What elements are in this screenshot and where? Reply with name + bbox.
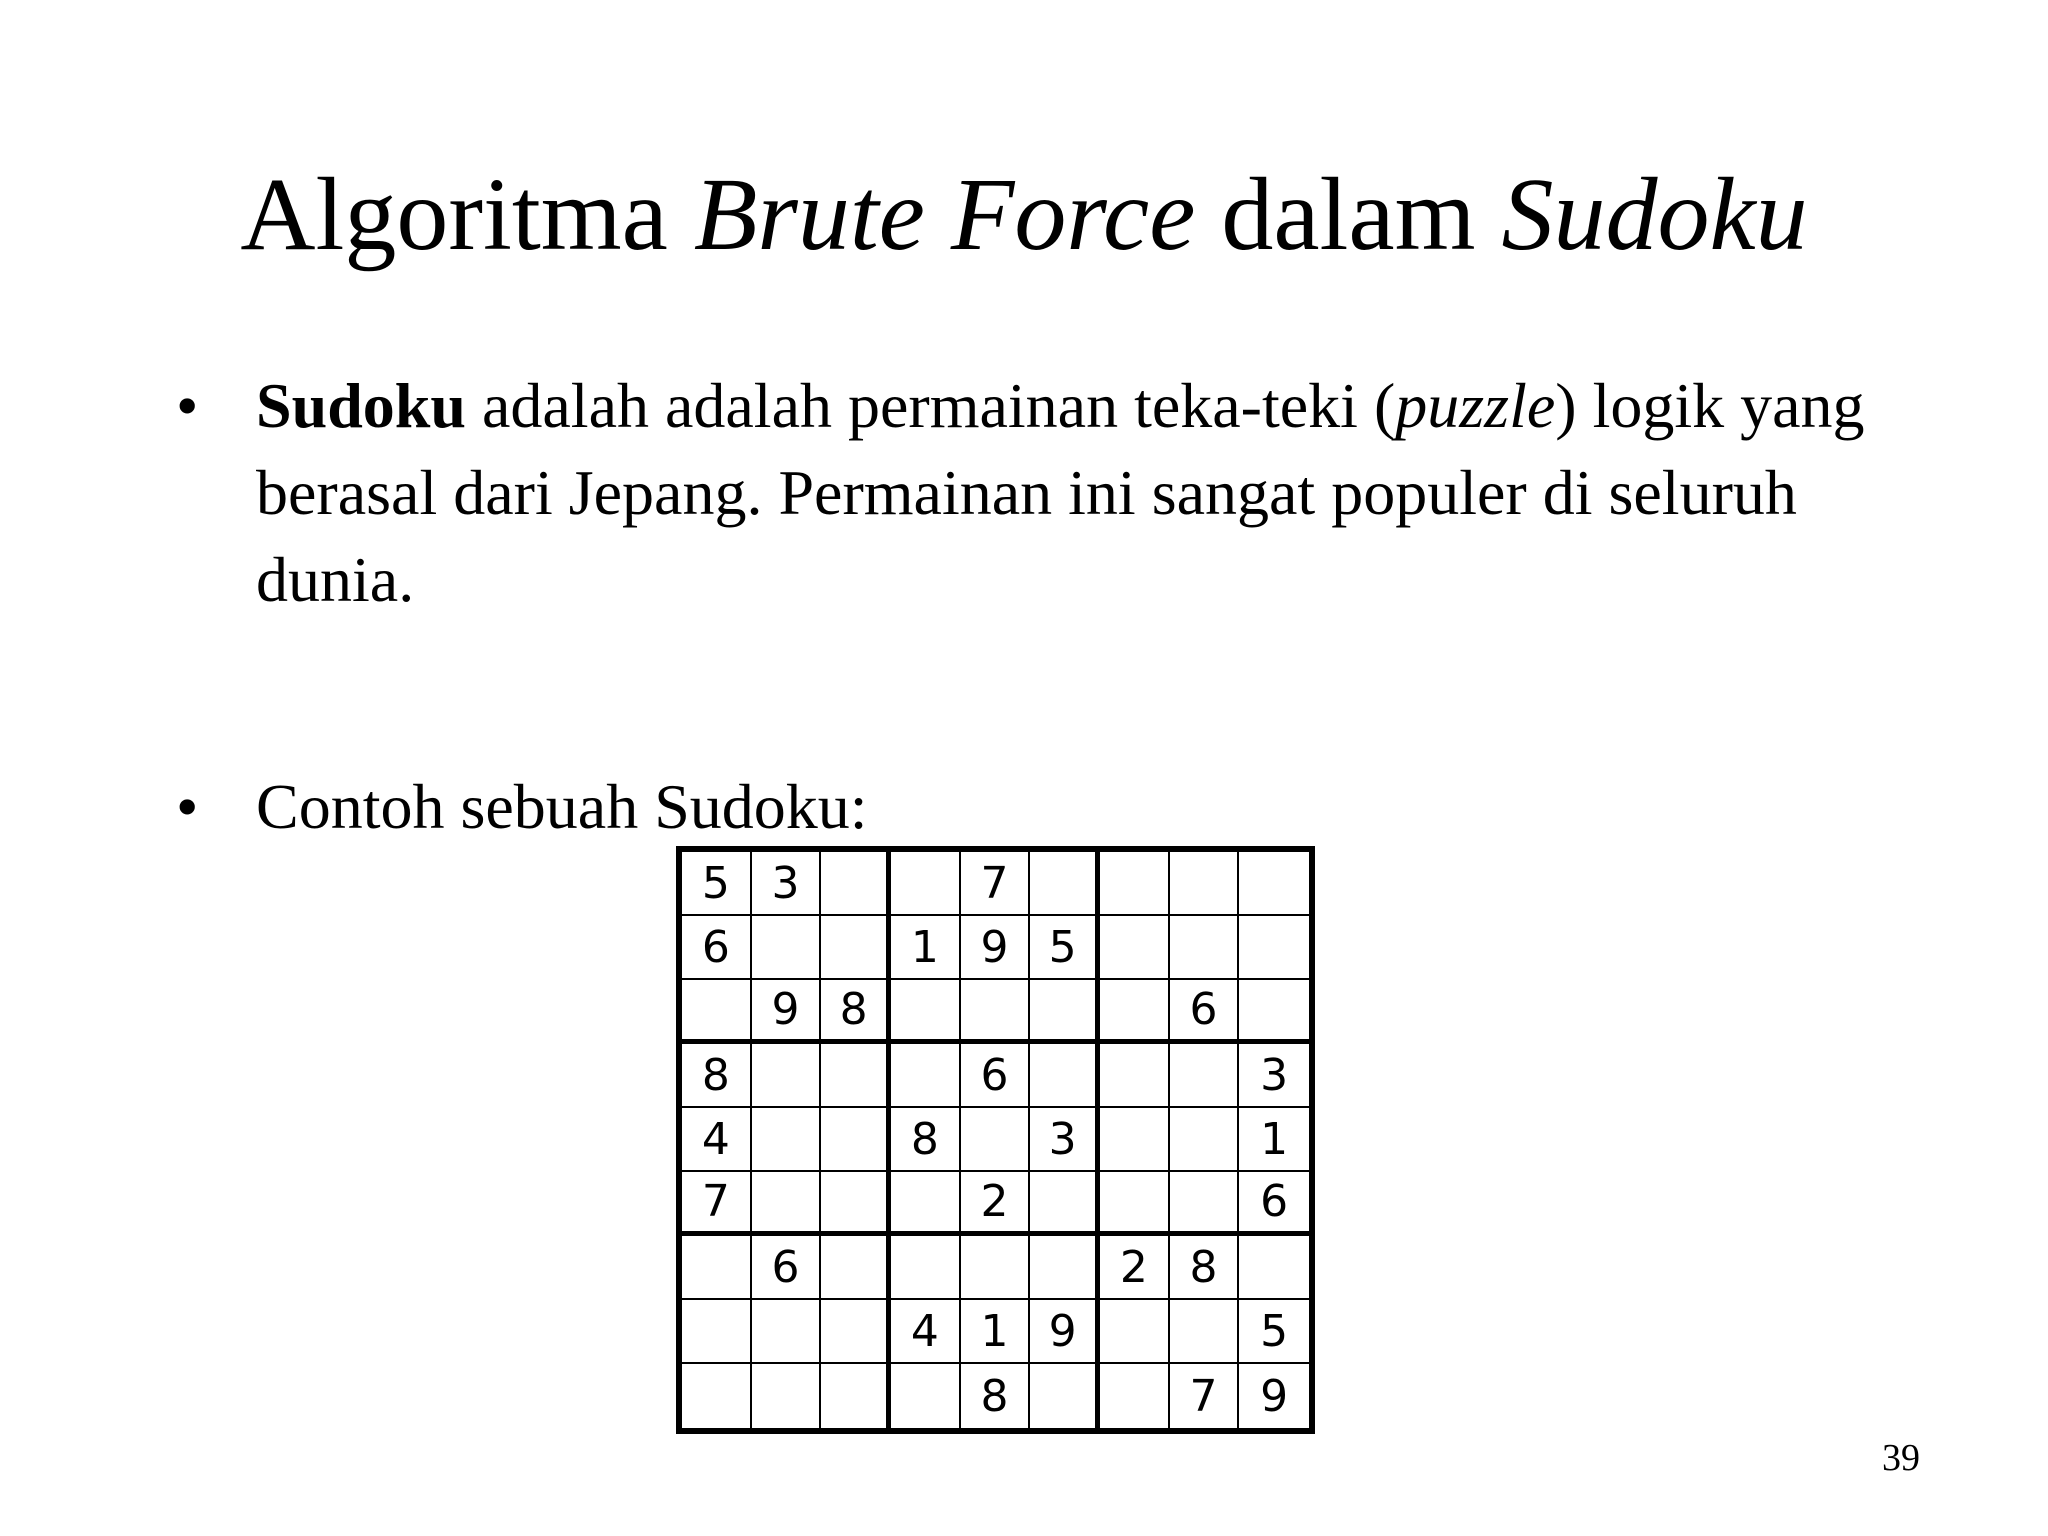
sudoku-cell-r3-c6 bbox=[1030, 980, 1100, 1044]
bullet-list bbox=[168, 362, 1888, 850]
sudoku-cell-r2-c9 bbox=[1239, 916, 1309, 980]
title-text: Algoritma bbox=[240, 157, 694, 272]
sudoku-cell-r4-c9: 3 bbox=[1239, 1044, 1309, 1108]
sudoku-cell-r1-c4 bbox=[891, 852, 961, 916]
sudoku-cell-r7-c7: 2 bbox=[1100, 1236, 1170, 1300]
sudoku-cell-r3-c4 bbox=[891, 980, 961, 1044]
bullet-sudoku-example bbox=[168, 763, 1888, 850]
sudoku-cell-r3-c7 bbox=[1100, 980, 1170, 1044]
sudoku-cell-r2-c7 bbox=[1100, 916, 1170, 980]
sudoku-cell-r8-c9: 5 bbox=[1239, 1300, 1309, 1364]
sudoku-cell-r5-c9: 1 bbox=[1239, 1108, 1309, 1172]
bullet-bold-term: Sudoku bbox=[256, 370, 466, 441]
title-italic-sudoku: Sudoku bbox=[1501, 157, 1808, 272]
sudoku-cell-r8-c7 bbox=[1100, 1300, 1170, 1364]
sudoku-cell-r3-c5 bbox=[961, 980, 1031, 1044]
sudoku-cell-r1-c1: 5 bbox=[682, 852, 752, 916]
sudoku-cell-r6-c8 bbox=[1170, 1172, 1240, 1236]
sudoku-cell-r5-c6: 3 bbox=[1030, 1108, 1100, 1172]
sudoku-cell-r9-c7 bbox=[1100, 1364, 1170, 1428]
sudoku-cell-r1-c5: 7 bbox=[961, 852, 1031, 916]
sudoku-cell-r5-c1: 4 bbox=[682, 1108, 752, 1172]
bullet-dot-icon: • bbox=[176, 771, 199, 842]
sudoku-cell-r5-c5 bbox=[961, 1108, 1031, 1172]
sudoku-cell-r6-c9: 6 bbox=[1239, 1172, 1309, 1236]
sudoku-cell-r5-c7 bbox=[1100, 1108, 1170, 1172]
bullet-text: Contoh sebuah Sudoku: bbox=[256, 771, 868, 842]
sudoku-cell-r1-c6 bbox=[1030, 852, 1100, 916]
sudoku-cell-r1-c7 bbox=[1100, 852, 1170, 916]
sudoku-cell-r2-c6: 5 bbox=[1030, 916, 1100, 980]
sudoku-cell-r8-c8 bbox=[1170, 1300, 1240, 1364]
sudoku-cell-r5-c8 bbox=[1170, 1108, 1240, 1172]
title-text-dalam: dalam bbox=[1195, 157, 1502, 272]
bullet-text-continued: ) logik yang berasal dari Jepang. Permainan ini sangat populer di seluruh dunia. bbox=[256, 370, 1865, 615]
sudoku-cell-r6-c6 bbox=[1030, 1172, 1100, 1236]
sudoku-cell-r3-c9 bbox=[1239, 980, 1309, 1044]
sudoku-cell-r7-c3 bbox=[821, 1236, 891, 1300]
bullet-text: adalah adalah permainan teka-teki ( bbox=[465, 370, 1396, 441]
sudoku-cell-r4-c6 bbox=[1030, 1044, 1100, 1108]
sudoku-cell-r9-c8: 7 bbox=[1170, 1364, 1240, 1428]
sudoku-cell-r2-c4: 1 bbox=[891, 916, 961, 980]
bullet-sudoku-definition bbox=[168, 362, 1888, 623]
sudoku-cell-r6-c4 bbox=[891, 1172, 961, 1236]
sudoku-cell-r3-c8: 6 bbox=[1170, 980, 1240, 1044]
sudoku-cell-r7-c9 bbox=[1239, 1236, 1309, 1300]
sudoku-cell-r8-c1 bbox=[682, 1300, 752, 1364]
title-italic-brute-force: Brute Force bbox=[693, 157, 1196, 272]
sudoku-cell-r4-c5: 6 bbox=[961, 1044, 1031, 1108]
sudoku-cell-r1-c8 bbox=[1170, 852, 1240, 916]
sudoku-cell-r9-c5: 8 bbox=[961, 1364, 1031, 1428]
sudoku-cell-r9-c4 bbox=[891, 1364, 961, 1428]
sudoku-cell-r8-c5: 1 bbox=[961, 1300, 1031, 1364]
sudoku-cell-r9-c9: 9 bbox=[1260, 1370, 1289, 1422]
sudoku-cell-r6-c2 bbox=[752, 1172, 822, 1236]
sudoku-cell-r4-c8 bbox=[1170, 1044, 1240, 1108]
sudoku-cell-r7-c8: 8 bbox=[1170, 1236, 1240, 1300]
sudoku-cell-r1-c9 bbox=[1239, 852, 1309, 916]
sudoku-cell-r7-c1 bbox=[682, 1236, 752, 1300]
sudoku-cell-r9-c1 bbox=[682, 1364, 752, 1428]
sudoku-cell-r4-c7 bbox=[1100, 1044, 1170, 1108]
sudoku-cell-r9-c3 bbox=[821, 1364, 891, 1428]
sudoku-cell-r4-c1: 8 bbox=[682, 1044, 752, 1108]
sudoku-cell-r7-c4 bbox=[891, 1236, 961, 1300]
sudoku-cell-r9-c2 bbox=[752, 1364, 822, 1428]
sudoku-cell-r7-c5 bbox=[961, 1236, 1031, 1300]
sudoku-cell-r3-c3: 8 bbox=[821, 980, 891, 1044]
sudoku-grid bbox=[676, 846, 1315, 1434]
sudoku-cell-r9-c6 bbox=[1030, 1364, 1100, 1428]
bullet-italic-term: puzzle bbox=[1395, 370, 1556, 441]
sudoku-cell-r2-c2 bbox=[752, 916, 822, 980]
sudoku-cell-r8-c6: 9 bbox=[1030, 1300, 1100, 1364]
sudoku-cell-r6-c3 bbox=[821, 1172, 891, 1236]
sudoku-cell-r6-c7 bbox=[1100, 1172, 1170, 1236]
sudoku-cell-r2-c5: 9 bbox=[961, 916, 1031, 980]
sudoku-cell-r3-c1 bbox=[682, 980, 752, 1044]
sudoku-cell-r2-c1: 6 bbox=[682, 916, 752, 980]
sudoku-cell-r1-c3 bbox=[821, 852, 891, 916]
sudoku-cell-r5-c3 bbox=[821, 1108, 891, 1172]
sudoku-cell-r7-c6 bbox=[1030, 1236, 1100, 1300]
sudoku-cell-r6-c5: 2 bbox=[961, 1172, 1031, 1236]
sudoku-cell-r4-c2 bbox=[752, 1044, 822, 1108]
sudoku-cell-r5-c2 bbox=[752, 1108, 822, 1172]
sudoku-cell-r3-c2: 9 bbox=[752, 980, 822, 1044]
sudoku-cell-r2-c3 bbox=[821, 916, 891, 980]
sudoku-cell-r4-c3 bbox=[821, 1044, 891, 1108]
page-number: 39 bbox=[1882, 1437, 1920, 1479]
sudoku-cell-r8-c2 bbox=[752, 1300, 822, 1364]
sudoku-cell-r7-c2: 6 bbox=[752, 1236, 822, 1300]
sudoku-cell-r8-c4: 4 bbox=[891, 1300, 961, 1364]
sudoku-cell-r2-c8 bbox=[1170, 916, 1240, 980]
sudoku-cell-r8-c3 bbox=[821, 1300, 891, 1364]
bullet-dot-icon: • bbox=[176, 370, 199, 441]
slide-title bbox=[0, 150, 2048, 280]
sudoku-cell-r5-c4: 8 bbox=[891, 1108, 961, 1172]
sudoku-cell-r4-c4 bbox=[891, 1044, 961, 1108]
sudoku-cell-r1-c2: 3 bbox=[752, 852, 822, 916]
sudoku-cell-r6-c1: 7 bbox=[682, 1172, 752, 1236]
